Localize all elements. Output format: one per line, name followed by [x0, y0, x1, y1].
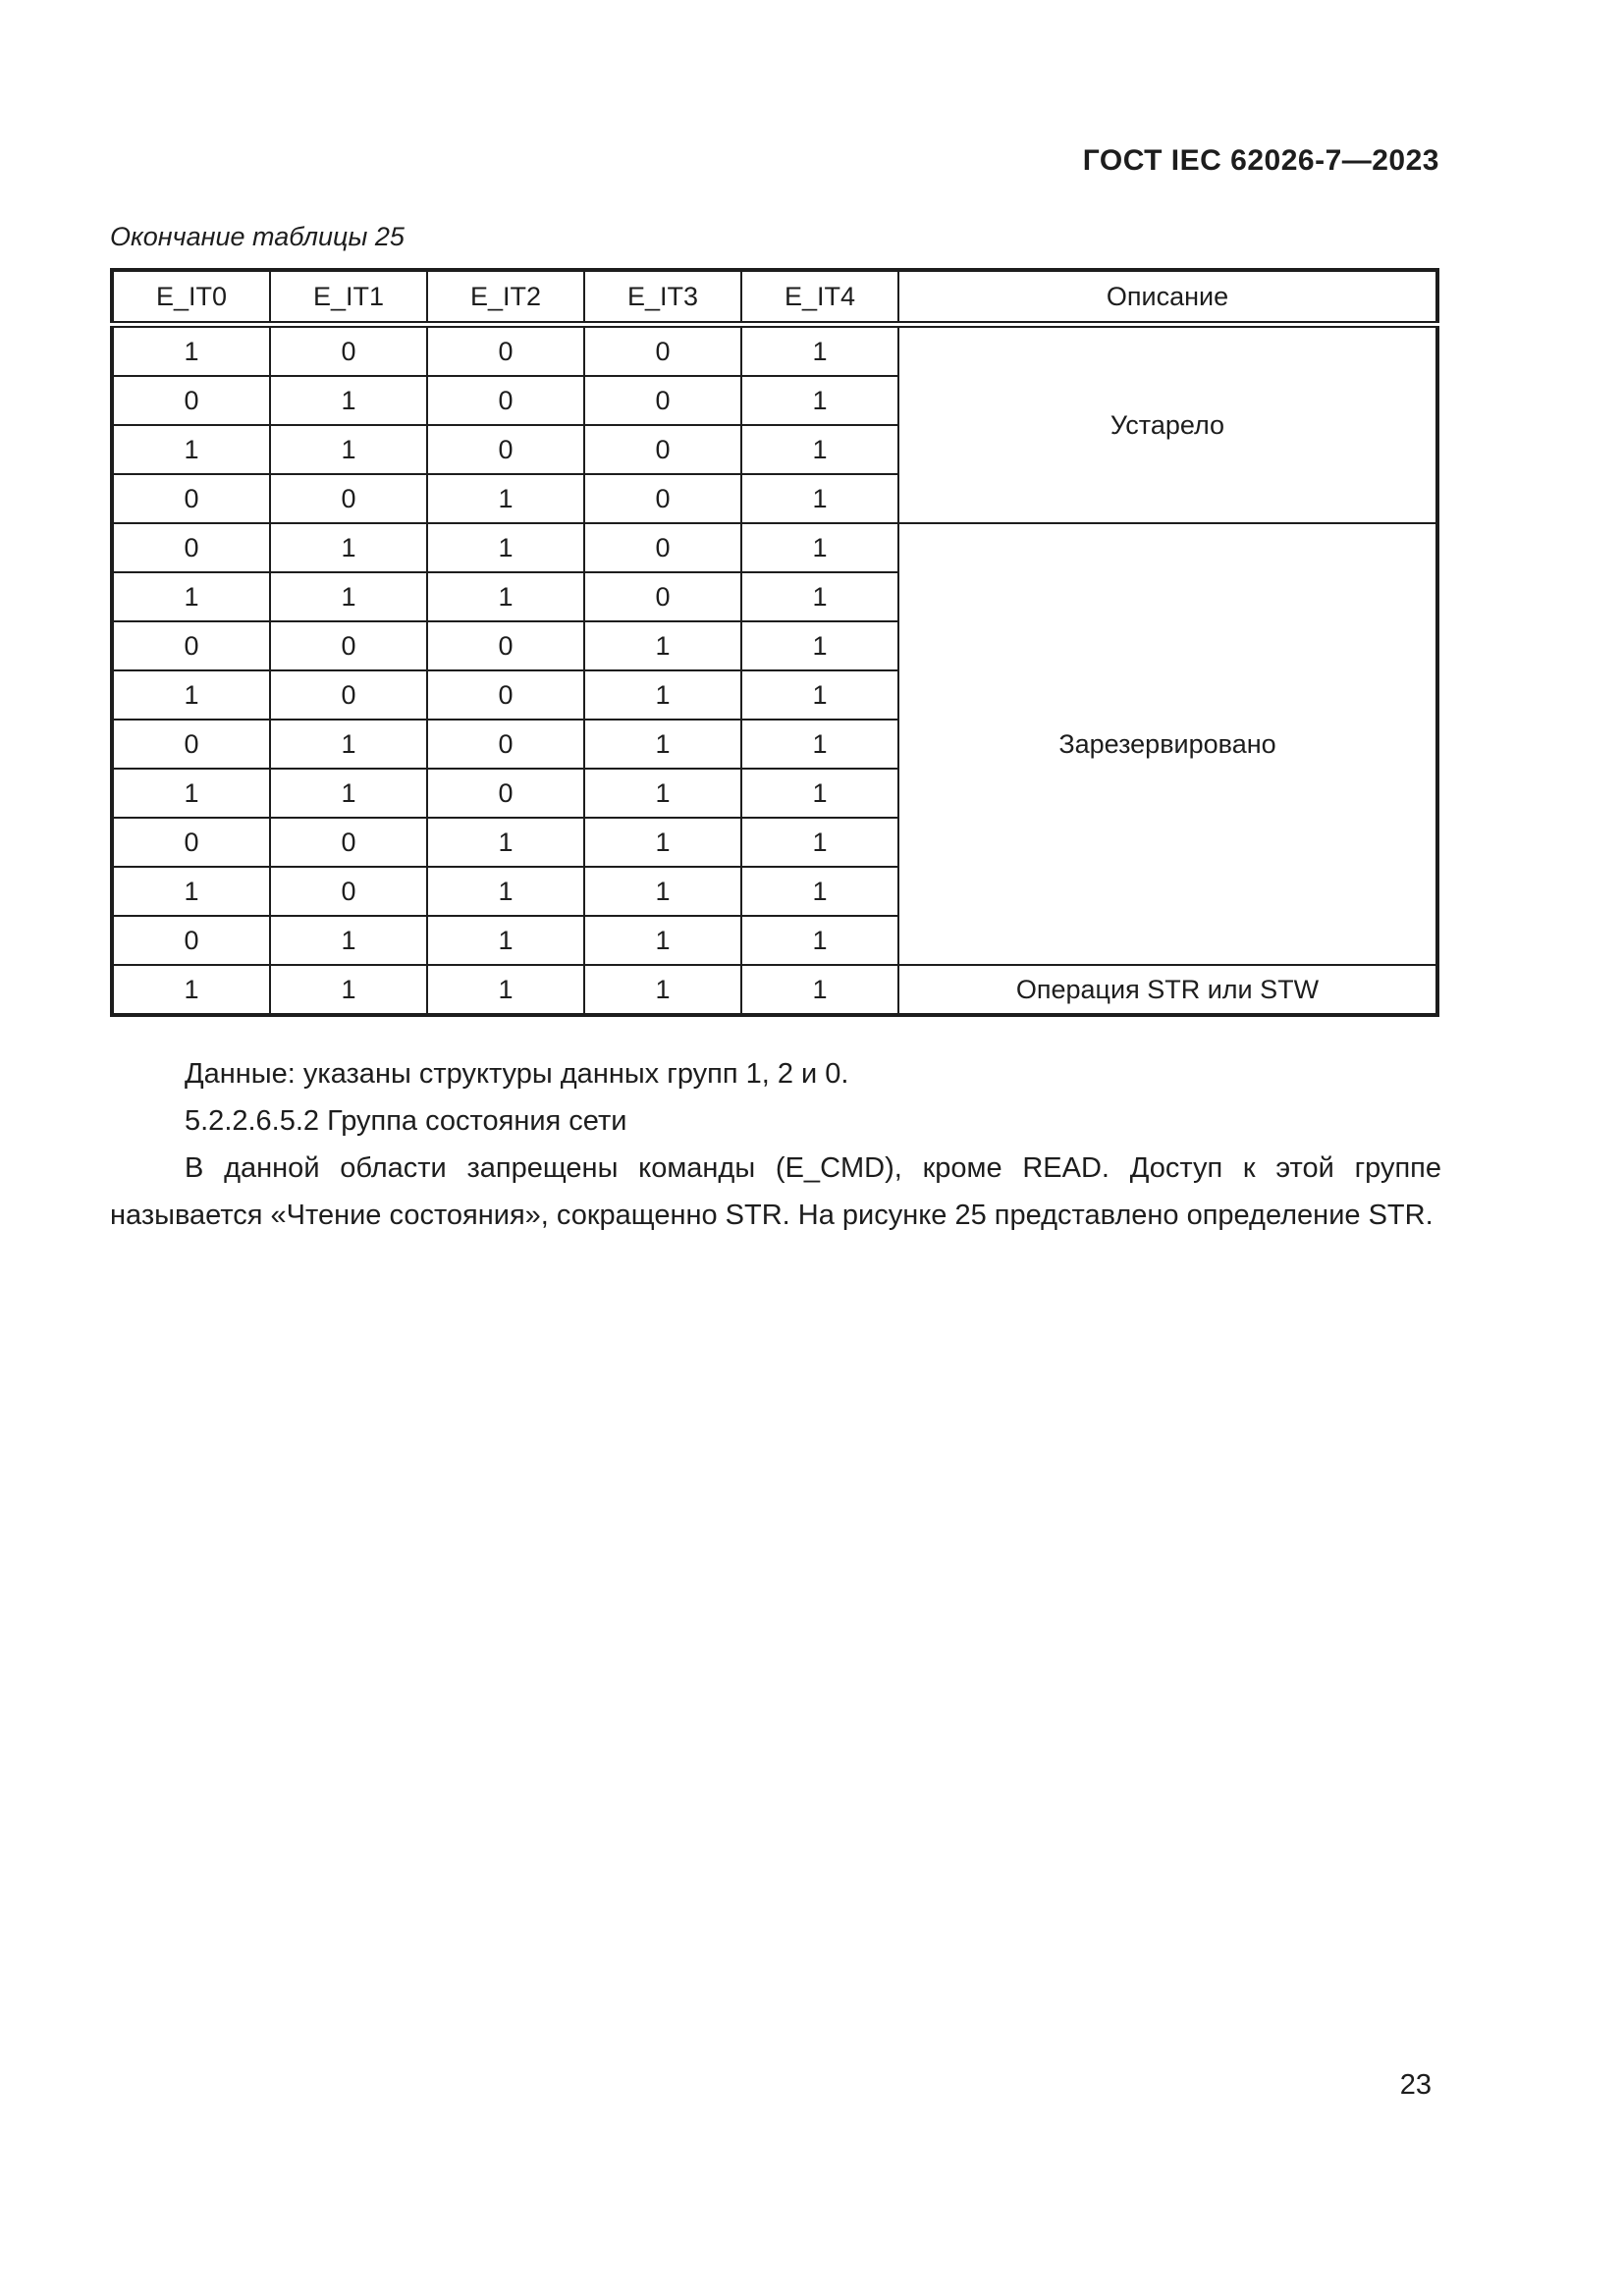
bit-cell: 0	[112, 720, 270, 769]
bit-cell: 1	[741, 572, 898, 621]
bit-cell: 0	[427, 621, 584, 670]
bit-cell: 1	[270, 376, 427, 425]
bit-cell: 1	[741, 474, 898, 523]
paragraph-data-note: Данные: указаны структуры данных групп 1, 2 и 0.	[185, 1058, 849, 1090]
bit-cell: 1	[270, 965, 427, 1015]
bit-cell: 1	[584, 818, 741, 867]
bit-cell: 0	[270, 474, 427, 523]
bit-cell: 1	[741, 818, 898, 867]
bit-cell: 1	[270, 916, 427, 965]
bit-cell: 1	[584, 916, 741, 965]
bit-cell: 0	[427, 325, 584, 377]
bit-cell: 1	[584, 867, 741, 916]
bit-cell: 1	[112, 325, 270, 377]
column-header-e-it3: E_IT3	[584, 270, 741, 325]
description-cell: Операция STR или STW	[898, 965, 1437, 1015]
bit-cell: 0	[112, 916, 270, 965]
bit-cell: 1	[741, 376, 898, 425]
bit-cell: 0	[270, 325, 427, 377]
paragraph-body: В данной области запрещены команды (E_CMD), кроме READ. Доступ к этой группе называется «Чтение состояния», сокращенно STR. На рисунке 25 представлено определение STR.	[110, 1152, 1441, 1231]
column-header-e-it1: E_IT1	[270, 270, 427, 325]
bit-cell: 1	[112, 867, 270, 916]
bit-cell: 1	[741, 965, 898, 1015]
bit-cell: 1	[270, 720, 427, 769]
table-row	[112, 325, 1437, 377]
bit-cell: 1	[112, 425, 270, 474]
bit-cell: 1	[112, 572, 270, 621]
bit-cell: 0	[270, 818, 427, 867]
bit-cell: 0	[427, 720, 584, 769]
bit-cell: 0	[270, 867, 427, 916]
table-body	[112, 325, 1437, 1016]
bit-cell: 1	[741, 425, 898, 474]
bit-cell: 1	[270, 523, 427, 572]
bit-cell: 0	[427, 425, 584, 474]
bit-cell: 1	[270, 572, 427, 621]
bit-cell: 1	[584, 670, 741, 720]
doc-number: ГОСТ IEC 62026-7—2023	[1082, 144, 1439, 177]
bit-cell: 0	[584, 474, 741, 523]
bit-cell: 1	[584, 621, 741, 670]
page-number: 23	[1399, 2069, 1432, 2101]
bit-cell: 0	[112, 621, 270, 670]
bit-cell: 0	[112, 376, 270, 425]
bit-cell: 1	[427, 965, 584, 1015]
bit-cell: 1	[270, 769, 427, 818]
bit-cell: 1	[427, 572, 584, 621]
data-table	[110, 268, 1439, 1017]
bit-cell: 1	[741, 720, 898, 769]
column-header-e-it0: E_IT0	[112, 270, 270, 325]
bit-cell: 0	[584, 376, 741, 425]
table-row	[112, 523, 1437, 572]
bit-cell: 0	[427, 670, 584, 720]
section-heading: 5.2.2.6.5.2 Группа состояния сети	[185, 1105, 627, 1137]
bit-cell: 0	[270, 670, 427, 720]
description-cell: Зарезервировано	[898, 523, 1437, 965]
bit-cell: 1	[741, 325, 898, 377]
column-header-e-it4: E_IT4	[741, 270, 898, 325]
bit-cell: 1	[741, 867, 898, 916]
bit-cell: 1	[584, 720, 741, 769]
description-cell: Устарело	[898, 325, 1437, 524]
bit-cell: 1	[741, 769, 898, 818]
bit-cell: 0	[270, 621, 427, 670]
bit-cell: 1	[112, 769, 270, 818]
bit-cell: 1	[741, 670, 898, 720]
bit-cell: 1	[427, 867, 584, 916]
column-header-description: Описание	[898, 270, 1437, 325]
bit-cell: 1	[112, 965, 270, 1015]
bit-cell: 1	[741, 916, 898, 965]
bit-cell: 1	[427, 474, 584, 523]
bit-cell: 0	[584, 325, 741, 377]
table-header-row	[112, 270, 1437, 325]
table-row	[112, 965, 1437, 1015]
bit-cell: 1	[741, 523, 898, 572]
bit-cell: 0	[584, 572, 741, 621]
bit-cell: 0	[584, 523, 741, 572]
bit-cell: 0	[112, 474, 270, 523]
bit-cell: 0	[112, 523, 270, 572]
bit-cell: 0	[427, 376, 584, 425]
bit-cell: 1	[270, 425, 427, 474]
column-header-e-it2: E_IT2	[427, 270, 584, 325]
bit-cell: 1	[584, 769, 741, 818]
bit-cell: 1	[427, 916, 584, 965]
bit-cell: 0	[112, 818, 270, 867]
bit-cell: 1	[427, 523, 584, 572]
bit-cell: 1	[584, 965, 741, 1015]
body-text	[110, 1050, 1441, 1239]
table-wrap	[110, 268, 1439, 1017]
bit-cell: 1	[112, 670, 270, 720]
table-caption: Окончание таблицы 25	[110, 222, 405, 251]
bit-cell: 1	[741, 621, 898, 670]
bit-cell: 0	[584, 425, 741, 474]
bit-cell: 1	[427, 818, 584, 867]
bit-cell: 0	[427, 769, 584, 818]
